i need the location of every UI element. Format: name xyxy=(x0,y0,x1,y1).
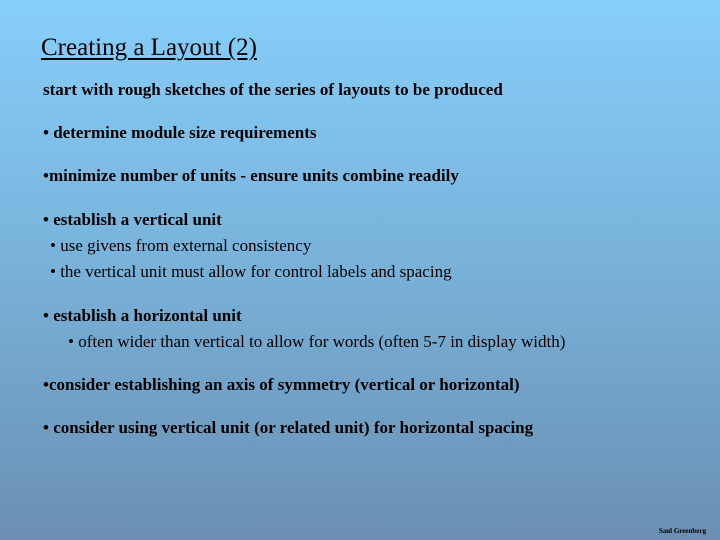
bullet-horizontal-spacing: • consider using vertical unit (or related unit) for horizontal spacing xyxy=(43,418,534,437)
intro-text: start with rough sketches of the series of layouts to be produced xyxy=(43,80,503,99)
sub-bullet-external-consistency: • use givens from external consistency xyxy=(50,236,312,255)
bullet-minimize-units: •minimize number of units - ensure units combine readily xyxy=(43,166,459,185)
author-footer: Saul Greenberg xyxy=(658,527,706,535)
sub-bullet-control-labels: • the vertical unit must allow for control labels and spacing xyxy=(50,262,452,281)
sub-bullet-wider-than-vertical: • often wider than vertical to allow for words (often 5-7 in display width) xyxy=(68,332,566,351)
bullet-axis-of-symmetry: •consider establishing an axis of symmetry (vertical or horizontal) xyxy=(43,375,520,394)
slide-title: Creating a Layout (2) xyxy=(41,34,257,61)
bullet-vertical-unit: • establish a vertical unit xyxy=(43,210,222,229)
bullet-module-size: • determine module size requirements xyxy=(43,123,317,142)
bullet-horizontal-unit: • establish a horizontal unit xyxy=(43,306,242,325)
